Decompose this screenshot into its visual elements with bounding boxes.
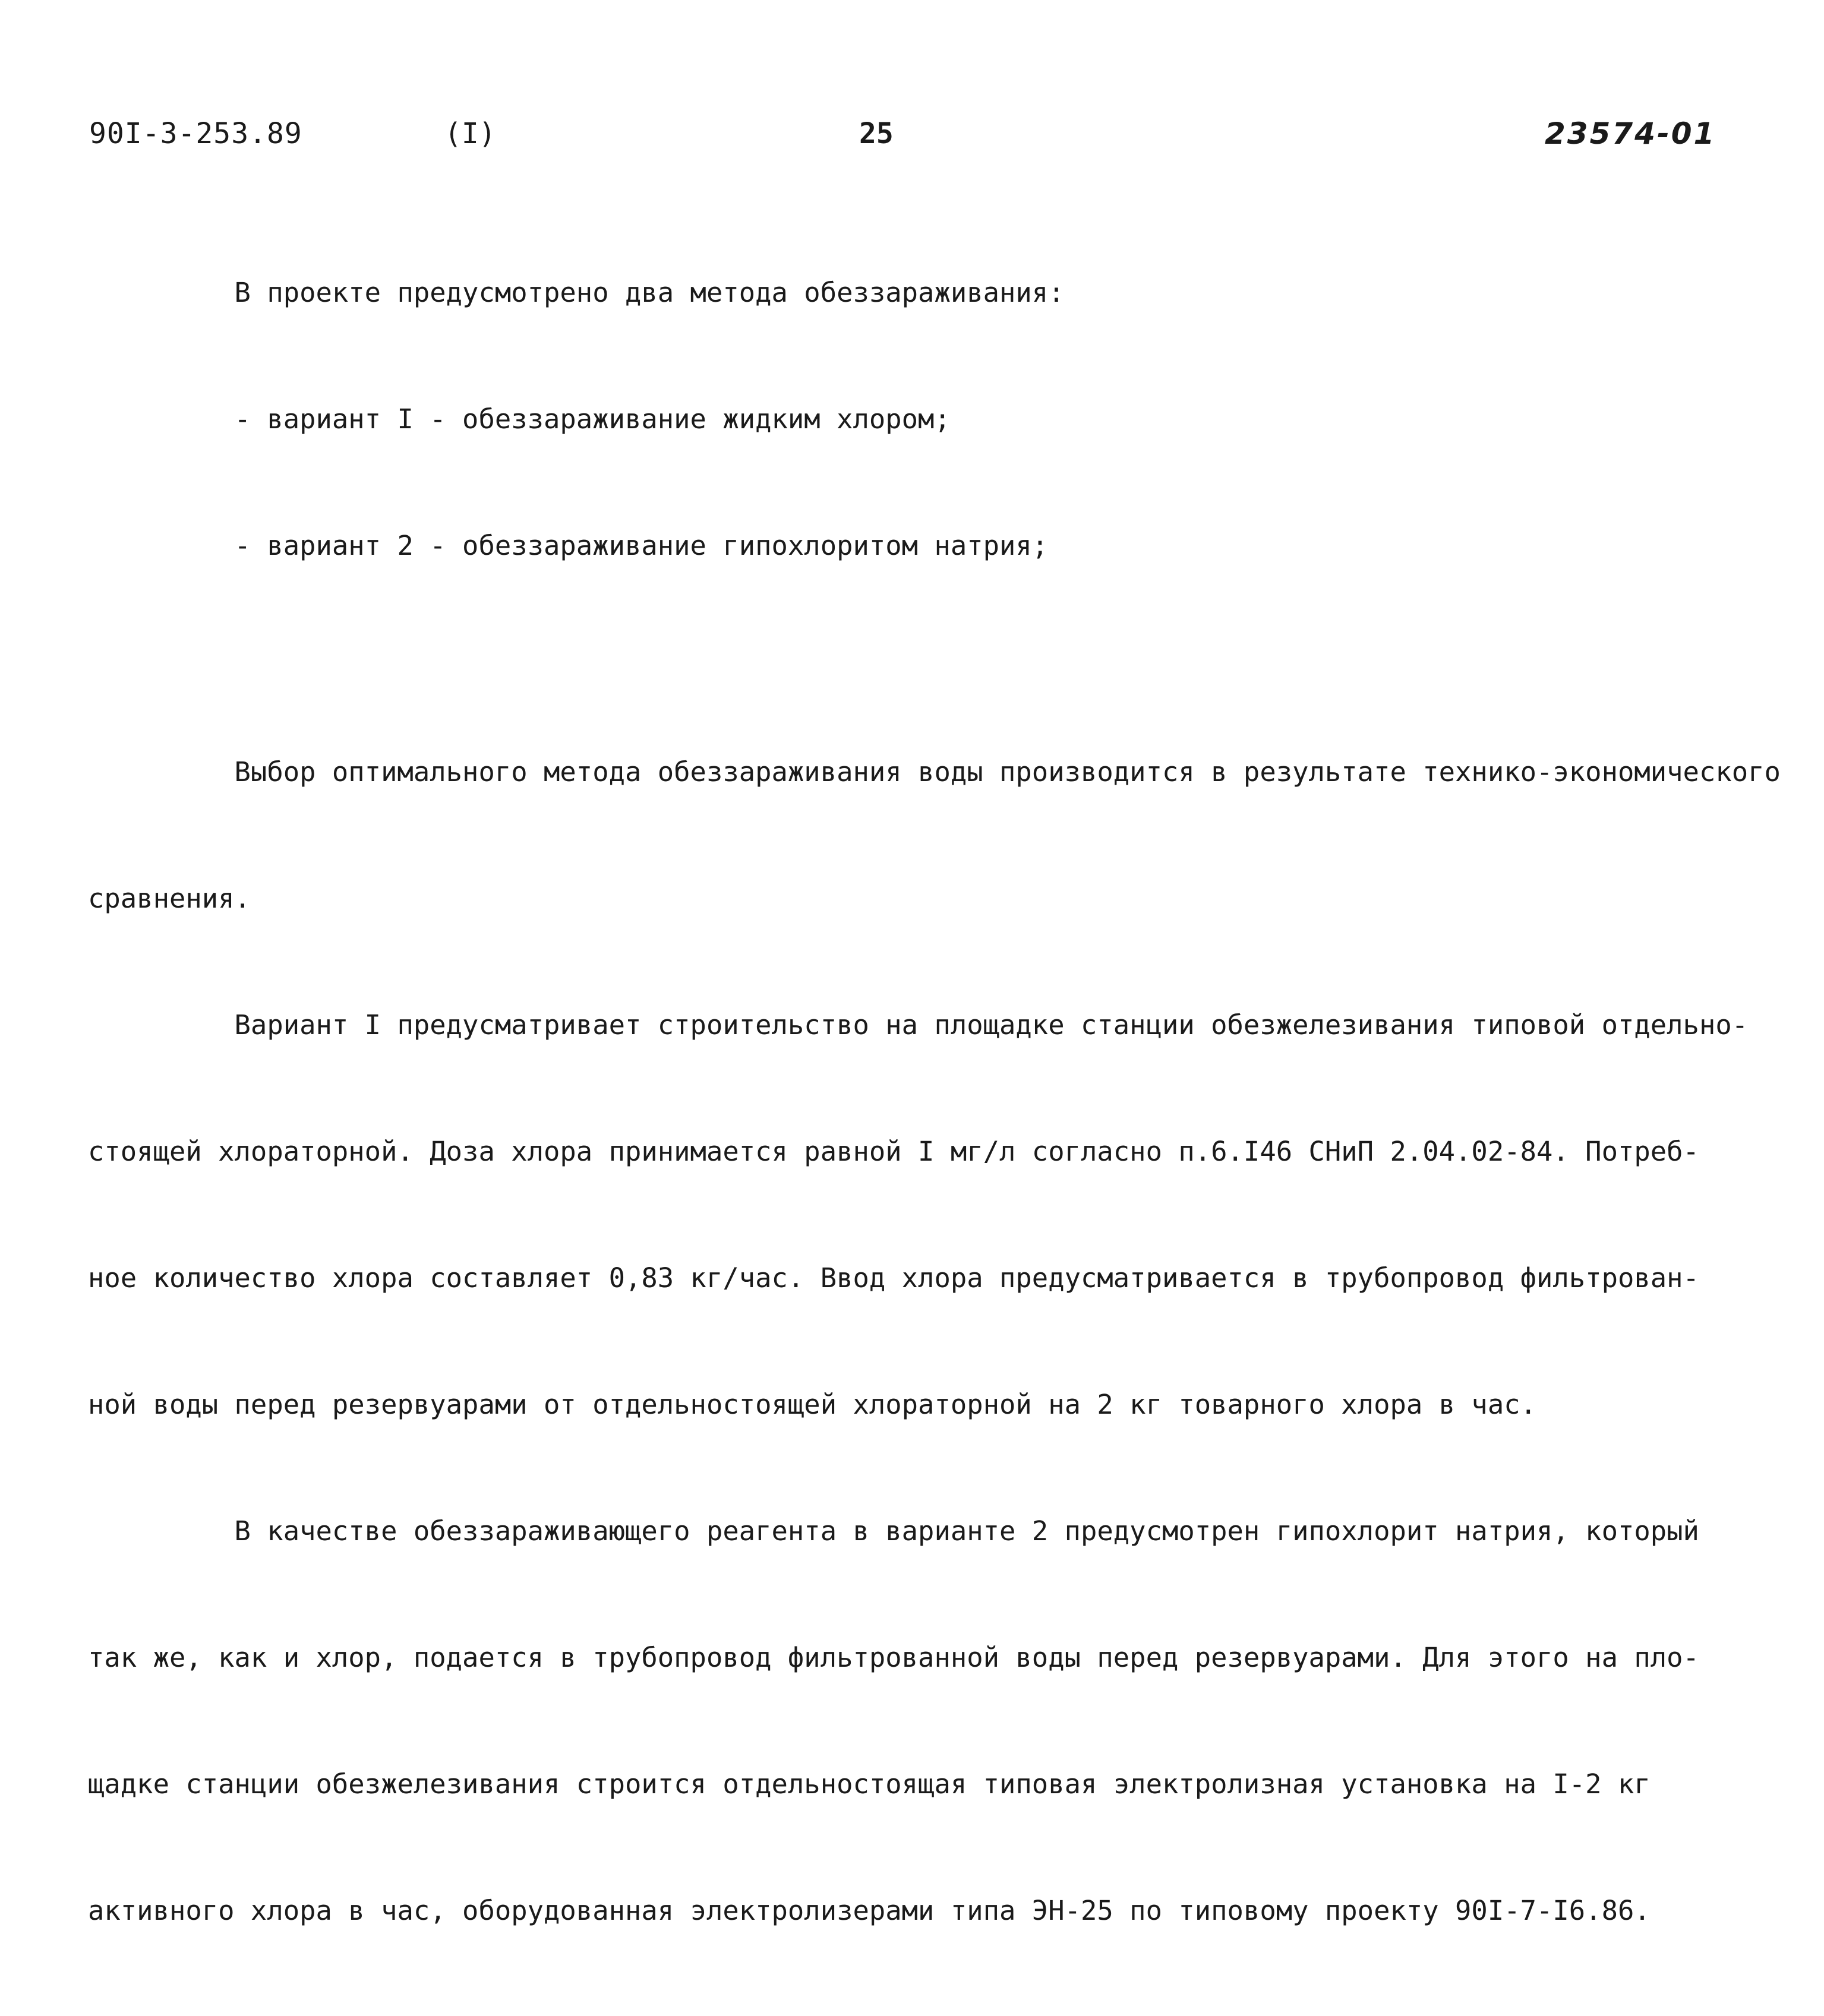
page-number: 25	[859, 117, 894, 150]
paragraph-line: так же, как и хлор, подается в трубопровод фильтрованной воды перед резервуарами. Для этого на пло-	[88, 1642, 1699, 1673]
paragraph-line: ной воды перед резервуарами от отдельностоящей хлораторной на 2 кг товарного хлора в час.	[88, 1389, 1537, 1420]
variant-2-line: - вариант 2 - обеззараживание гипохлоритом натрия;	[88, 530, 1049, 561]
paragraph-line: активного хлора в час, оборудованная электролизерами типа ЭН-25 по типовому проекту 90I-7-I6.86.	[88, 1895, 1651, 1926]
paragraph-line: В качестве обеззараживающего реагента в варианте 2 предусмотрен гипохлорит натрия, который	[88, 1515, 1699, 1547]
paragraph-line: Вариант I предусматривает строительство на площадке станции обезжелезивания типовой отдельно-	[88, 1009, 1749, 1041]
paragraph-line: ное количество хлора составляет 0,83 кг/час. Ввод хлора предусматривается в трубопровод фильтрован-	[88, 1262, 1699, 1294]
paragraph-line: Выбор оптимального метода обеззараживания воды производится в результате технико-экономического	[88, 756, 1781, 788]
paragraph-line: сравнения.	[88, 883, 251, 914]
document-code: 90I-3-253.89	[89, 117, 302, 150]
document-body	[88, 187, 1787, 2016]
variant-1-line: - вариант I - обеззараживание жидким хлором;	[88, 403, 951, 435]
intro-line: В проекте предусмотрено два метода обеззараживания:	[88, 277, 1065, 308]
paragraph-line: щадке станции обезжелезивания строится отдельностоящая типовая электролизная установка на I-2 кг	[88, 1768, 1651, 1800]
paragraph-line: стоящей хлораторной. Доза хлора принимается равной I мг/л согласно п.6.I46 СНиП 2.04.02-84. Потреб-	[88, 1136, 1699, 1167]
document-part: (I)	[444, 117, 496, 150]
page-header	[0, 113, 1824, 154]
inventory-stamp-number: 23574-01	[1545, 116, 1716, 151]
